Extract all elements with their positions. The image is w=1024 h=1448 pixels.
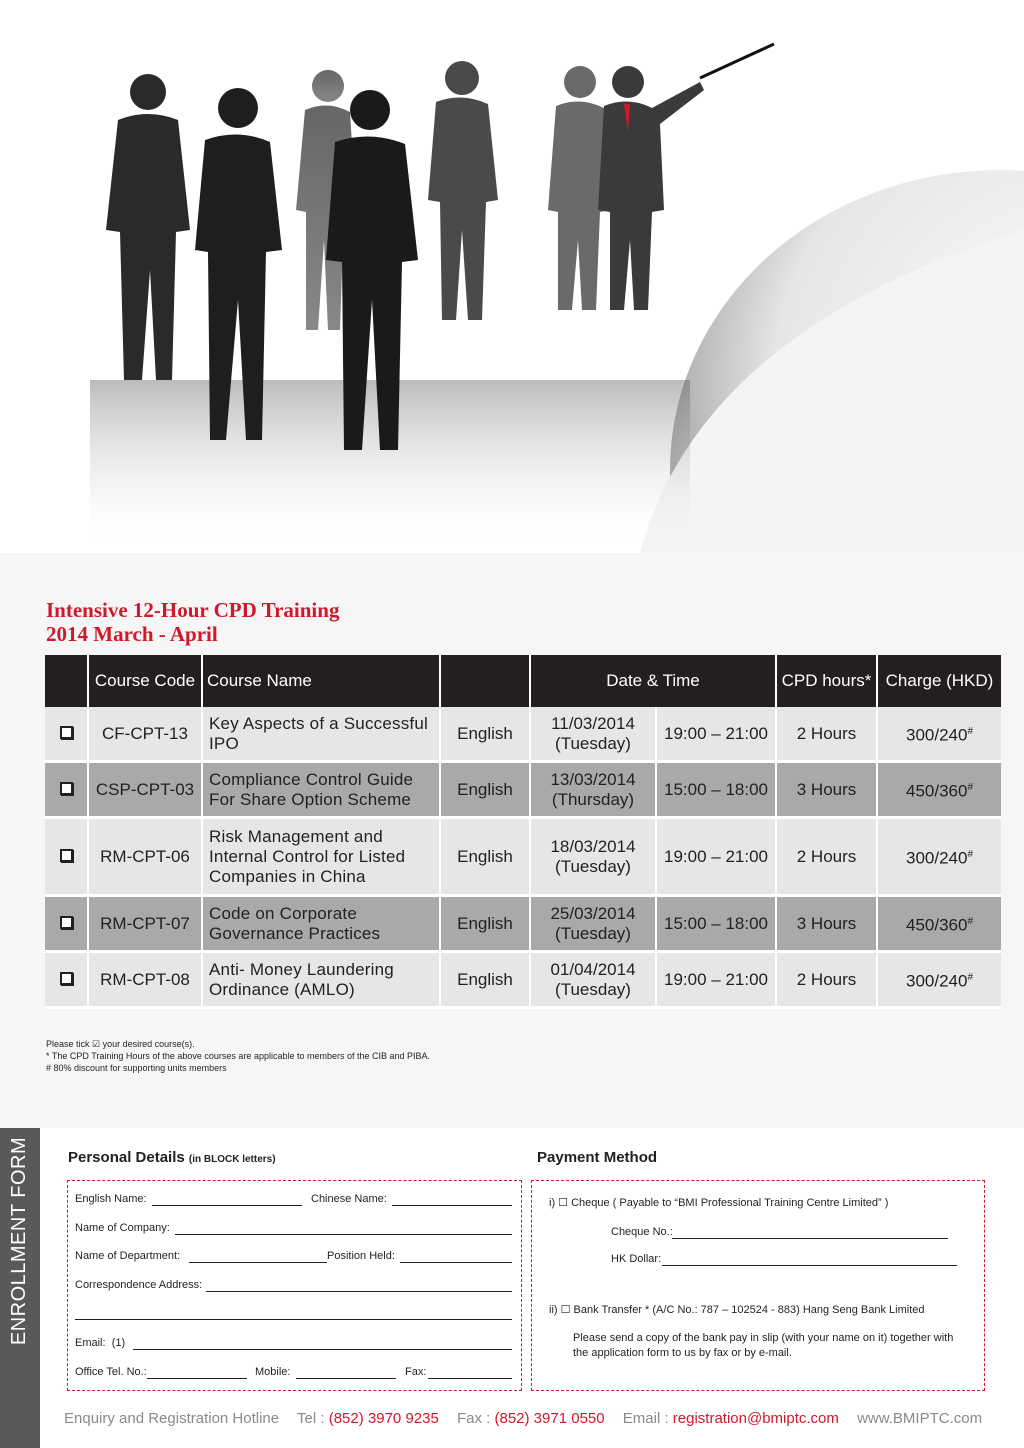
english-name-label: English Name: <box>75 1193 147 1205</box>
table-row <box>45 763 1001 819</box>
course-date-value: 13/03/2014 <box>550 769 636 789</box>
bank-transfer-option[interactable]: ii) ☐ Bank Transfer * (A/C No.: 787 – 102524 - 883) Hang Seng Bank Limited <box>549 1304 925 1316</box>
email-number: (1) <box>111 1337 126 1349</box>
course-checkbox[interactable] <box>60 726 73 739</box>
company-label: Name of Company: <box>75 1222 170 1234</box>
header-cpd-hours: CPD hours* <box>777 655 878 707</box>
course-date-value: 25/03/2014 <box>550 903 636 923</box>
title-line-2: 2014 March - April <box>46 622 218 646</box>
course-code: CSP-CPT-03 <box>89 763 203 819</box>
course-hours: 3 Hours <box>777 763 878 819</box>
hero-illustration <box>0 0 1024 553</box>
web-suffix: .com <box>949 1410 983 1427</box>
row-checkbox-cell[interactable] <box>45 763 89 819</box>
course-name: Risk Management and Internal Control for Listed Companies in China <box>203 819 441 897</box>
course-day: (Tuesday) <box>555 979 631 999</box>
charge-value: 450/360 <box>905 915 968 935</box>
course-date <box>531 897 657 953</box>
personal-details-heading <box>68 1149 276 1166</box>
row-checkbox-cell[interactable] <box>45 953 89 1009</box>
email-link[interactable]: registration@bmiptc.com <box>672 1410 839 1427</box>
course-time: 19:00 – 21:00 <box>657 819 777 897</box>
course-code: RM-CPT-08 <box>89 953 203 1009</box>
fax-label-footer: Fax : <box>456 1410 491 1427</box>
course-date-value: 18/03/2014 <box>550 836 636 856</box>
course-date <box>531 953 657 1009</box>
discount-mark: # <box>967 915 973 927</box>
row-checkbox-cell[interactable] <box>45 819 89 897</box>
fax-number: (852) 3971 0550 <box>494 1410 605 1427</box>
course-time: 15:00 – 18:00 <box>657 763 777 819</box>
personal-details-title: Personal Details <box>68 1149 185 1166</box>
charge-value: 300/240 <box>905 725 968 745</box>
header-charge: Charge (HKD) <box>878 655 1001 707</box>
email-label-footer: Email : <box>622 1410 669 1427</box>
english-name-field[interactable] <box>152 1205 302 1206</box>
header-language <box>441 655 531 707</box>
department-label: Name of Department: <box>75 1250 181 1262</box>
payment-note-line-1: Please send a copy of the bank pay in slip (with your name on it) together with <box>573 1332 954 1344</box>
title-line-1: Intensive 12-Hour CPD Training <box>46 598 340 622</box>
course-date-value: 11/03/2014 <box>551 713 635 733</box>
address-label: Correspondence Address: <box>75 1279 203 1291</box>
course-hours: 2 Hours <box>777 953 878 1009</box>
courses-table <box>45 655 1001 1009</box>
mobile-label: Mobile: <box>255 1366 291 1378</box>
hotline-label: Enquiry and Registration Hotline <box>64 1410 280 1427</box>
tel-number[interactable]: (852) 3970 9235 <box>328 1410 439 1427</box>
course-code: CF-CPT-13 <box>89 707 203 763</box>
fax-field[interactable] <box>428 1378 512 1379</box>
course-hours: 2 Hours <box>777 819 878 897</box>
table-row <box>45 897 1001 953</box>
course-language: English <box>441 897 531 953</box>
course-day: (Tuesday) <box>555 856 631 876</box>
payment-method-title: Payment Method <box>537 1149 658 1166</box>
course-code: RM-CPT-06 <box>89 819 203 897</box>
course-charge <box>878 897 1001 953</box>
course-date <box>531 819 657 897</box>
course-charge <box>878 707 1001 763</box>
course-name: Code on Corporate Governance Practices <box>203 897 441 953</box>
charge-value: 300/240 <box>905 971 968 991</box>
course-day: (Thursday) <box>551 789 635 809</box>
address-field-line-2[interactable] <box>75 1319 512 1320</box>
course-name: Anti- Money Laundering Ordinance (AMLO) <box>203 953 441 1009</box>
note-discount: # 80% discount for supporting units members <box>46 1063 227 1073</box>
course-day: (Tuesday) <box>555 923 631 943</box>
course-name: Key Aspects of a Successful IPO <box>203 707 441 763</box>
note-cpd: * The CPD Training Hours of the above courses are applicable to members of the CIB and PIBA. <box>46 1051 431 1061</box>
discount-mark: # <box>967 848 973 860</box>
cheque-no-field[interactable] <box>672 1238 948 1239</box>
personal-details-subtitle: (in BLOCK letters) <box>188 1154 276 1165</box>
table-header-row <box>45 655 1001 707</box>
payment-note-line-2: the application form to us by fax or by e-mail. <box>573 1347 792 1359</box>
position-label: Position Held: <box>327 1250 395 1262</box>
header-tick <box>45 655 89 707</box>
office-tel-label: Office Tel. No.: <box>75 1366 147 1378</box>
mobile-field[interactable] <box>296 1378 396 1379</box>
header-date-time: Date & Time <box>531 655 777 707</box>
course-time: 19:00 – 21:00 <box>657 953 777 1009</box>
chinese-name-label: Chinese Name: <box>311 1193 387 1205</box>
course-checkbox[interactable] <box>60 972 73 985</box>
course-charge <box>878 819 1001 897</box>
course-language: English <box>441 707 531 763</box>
contact-footer <box>64 1410 982 1427</box>
course-charge <box>878 763 1001 819</box>
discount-mark: # <box>967 971 973 983</box>
fax-label: Fax: <box>405 1366 427 1378</box>
course-language: English <box>441 763 531 819</box>
cheque-no-label: Cheque No.: <box>611 1226 673 1238</box>
course-language: English <box>441 953 531 1009</box>
chinese-name-field[interactable] <box>392 1205 512 1206</box>
course-time: 15:00 – 18:00 <box>657 897 777 953</box>
course-date-value: 01/04/2014 <box>550 959 636 979</box>
course-hours: 2 Hours <box>777 707 878 763</box>
position-field[interactable] <box>400 1262 512 1263</box>
table-row <box>45 707 1001 763</box>
address-field[interactable] <box>206 1291 512 1292</box>
charge-value: 450/360 <box>905 781 968 801</box>
web-main: BMIPTC <box>892 1410 950 1427</box>
company-field[interactable] <box>175 1234 512 1235</box>
course-time: 19:00 – 21:00 <box>657 707 777 763</box>
course-code: RM-CPT-07 <box>89 897 203 953</box>
business-people-silhouette-image <box>0 0 1024 553</box>
website-link[interactable] <box>857 1410 982 1427</box>
hk-dollar-field[interactable] <box>662 1265 957 1266</box>
course-title <box>46 598 339 646</box>
email-label <box>75 1337 125 1349</box>
web-prefix: www. <box>857 1410 893 1427</box>
charge-value: 300/240 <box>905 848 968 868</box>
header-course-code: Course Code <box>89 655 203 707</box>
cheque-option[interactable]: i) ☐ Cheque ( Payable to “BMI Professional Training Centre Limited” ) <box>549 1197 889 1209</box>
payment-method-box <box>531 1180 985 1391</box>
course-checkbox[interactable] <box>60 782 73 795</box>
enrollment-form-label: ENROLLMENT FORM <box>8 1136 30 1346</box>
table-row <box>45 819 1001 897</box>
row-checkbox-cell[interactable] <box>45 897 89 953</box>
table-row <box>45 953 1001 1009</box>
discount-mark: # <box>967 781 973 793</box>
department-field[interactable] <box>189 1262 327 1263</box>
course-charge <box>878 953 1001 1009</box>
hk-dollar-label: HK Dollar: <box>611 1253 662 1265</box>
note-tick: Please tick ☑ your desired course(s). <box>46 1039 195 1049</box>
header-course-name: Course Name <box>203 655 441 707</box>
email-label-text: Email: <box>75 1337 106 1349</box>
course-day: (Tuesday) <box>555 733 631 753</box>
discount-mark: # <box>967 725 973 737</box>
course-checkbox[interactable] <box>60 916 73 929</box>
row-checkbox-cell[interactable] <box>45 707 89 763</box>
tel-label: Tel : <box>297 1410 325 1427</box>
office-tel-field[interactable] <box>147 1378 247 1379</box>
course-date <box>531 707 657 763</box>
course-date <box>531 763 657 819</box>
email-field[interactable] <box>133 1349 512 1350</box>
course-language: English <box>441 819 531 897</box>
course-checkbox[interactable] <box>60 849 73 862</box>
course-name: Compliance Control Guide For Share Option Scheme <box>203 763 441 819</box>
course-hours: 3 Hours <box>777 897 878 953</box>
footnotes <box>46 1038 430 1074</box>
